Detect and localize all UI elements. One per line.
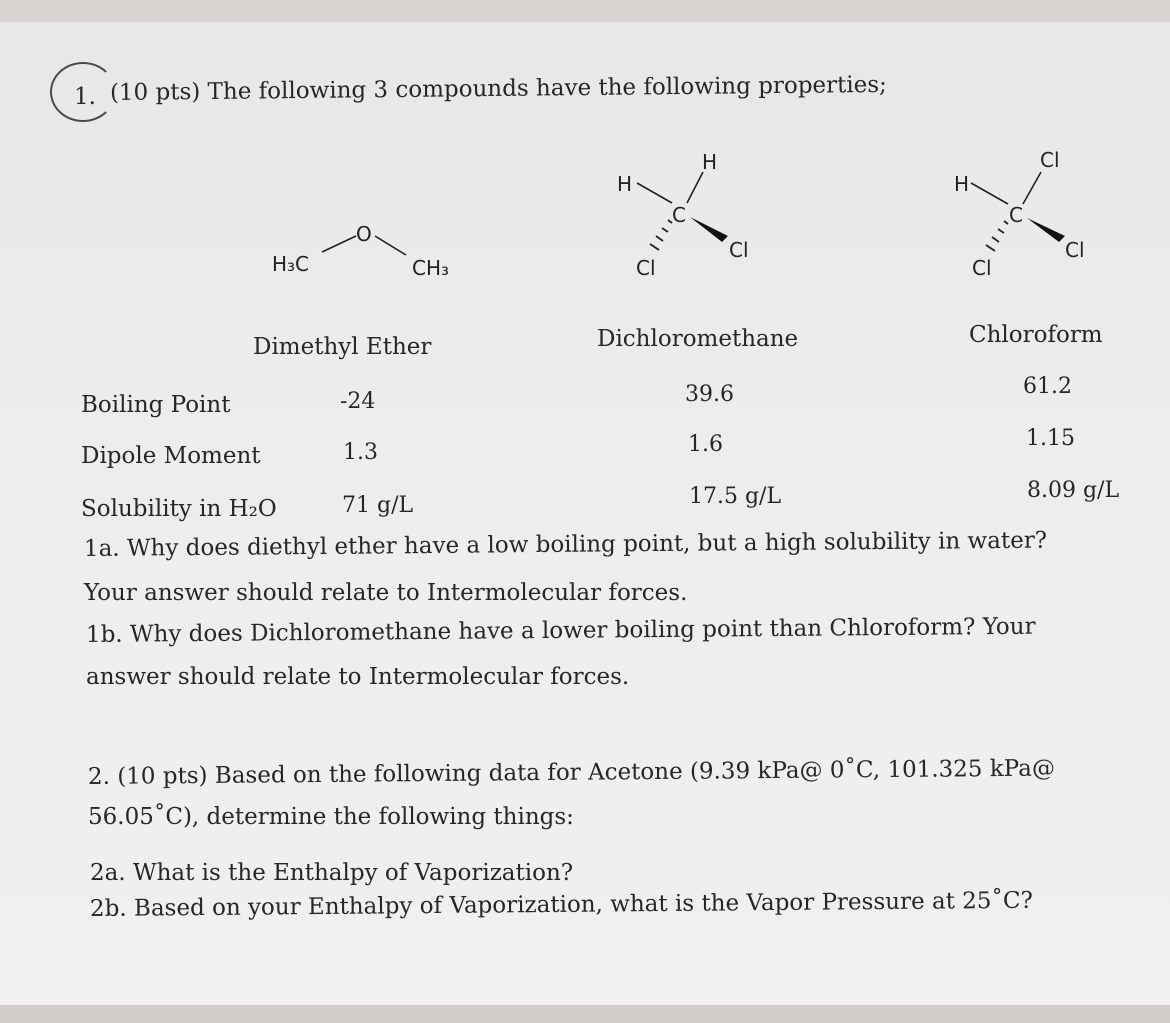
dimethyl-ether-oxygen-label: O <box>356 222 372 246</box>
dipole-moment-chloroform: 1.15 <box>1026 426 1075 451</box>
solubility-dimethyl-ether: 71 g/L <box>342 493 414 518</box>
dipole-moment-dichloromethane: 1.6 <box>688 432 723 457</box>
question2a: 2a. What is the Enthalpy of Vaporization? <box>90 860 574 886</box>
photo-background-bottom <box>0 1005 1170 1023</box>
solubility-chloroform: 8.09 g/L <box>1027 478 1120 503</box>
question1-prompt: (10 pts) The following 3 compounds have the following properties; <box>109 71 887 106</box>
compound-name-dimethyl-ether: Dimethyl Ether <box>253 334 432 360</box>
chloroform-right-label: Cl <box>1065 238 1085 262</box>
dichloromethane-bottom-label: Cl <box>636 256 656 280</box>
boiling-point-chloroform: 61.2 <box>1023 374 1072 399</box>
dichloromethane-right-label: Cl <box>729 238 749 262</box>
dichloromethane-left-label: H <box>617 172 633 196</box>
question1a-line1: 1a. Why does diethyl ether have a low boiling point, but a high solubility in water? <box>83 527 1048 562</box>
question1b-line2: answer should relate to Intermolecular forces. <box>86 664 630 690</box>
property-label-boiling-point: Boiling Point <box>81 392 231 418</box>
dipole-moment-dimethyl-ether: 1.3 <box>343 440 378 465</box>
question2b: 2b. Based on your Enthalpy of Vaporization, what is the Vapor Pressure at 25˚C? <box>89 887 1033 922</box>
dimethyl-ether-left-label: H₃C <box>272 252 310 276</box>
property-label-solubility: Solubility in H₂O <box>81 496 277 522</box>
chloroform-carbon-label: C <box>1009 203 1023 227</box>
boiling-point-dichloromethane: 39.6 <box>685 382 734 407</box>
chloroform-bottom-label: Cl <box>972 256 992 280</box>
solubility-dichloromethane: 17.5 g/L <box>689 484 782 509</box>
question1-number: 1. <box>74 84 96 110</box>
dimethyl-ether-right-label: CH₃ <box>412 256 450 280</box>
question2-line2: 56.05˚C), determine the following things: <box>88 804 574 830</box>
chloroform-top-label: Cl <box>1040 148 1060 172</box>
dichloromethane-carbon-label: C <box>672 203 686 227</box>
question1a-line2: Your answer should relate to Intermolecular forces. <box>84 580 688 606</box>
question1b-line1: 1b. Why does Dichloromethane have a lower boiling point than Chloroform? Your <box>85 613 1036 648</box>
compound-name-dichloromethane: Dichloromethane <box>597 326 799 352</box>
compound-name-chloroform: Chloroform <box>969 322 1103 348</box>
property-label-dipole-moment: Dipole Moment <box>81 443 261 469</box>
boiling-point-dimethyl-ether: -24 <box>340 389 376 414</box>
question2-line1: 2. (10 pts) Based on the following data for Acetone (9.39 kPa@ 0˚C, 101.325 kPa@ <box>87 755 1055 790</box>
dichloromethane-top-label: H <box>702 150 718 174</box>
chloroform-left-label: H <box>954 172 970 196</box>
